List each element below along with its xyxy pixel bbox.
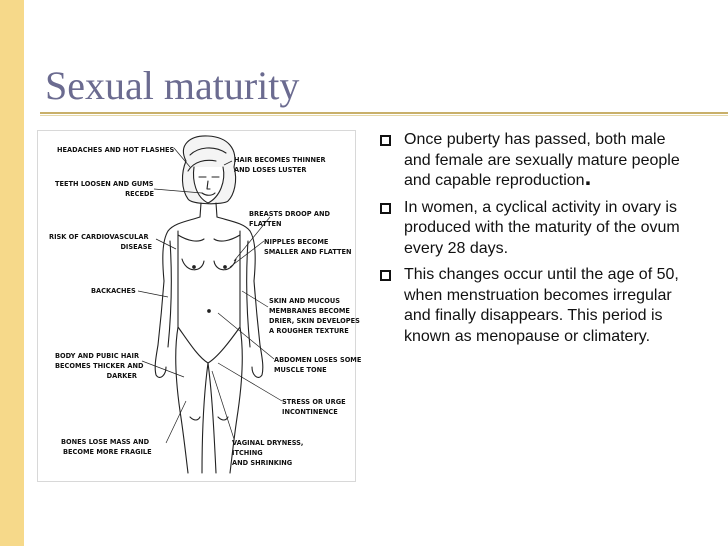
title-rule (40, 112, 728, 114)
label-teeth-1: TEETH LOOSEN AND GUMS (55, 180, 154, 188)
square-bullet-icon (380, 135, 391, 146)
label-cardio-1: RISK OF CARDIOVASCULAR (49, 233, 149, 241)
bullet-text: This changes occur until the age of 50, when menstruation becomes irregular and finally disappears. This period is known as menopause or climatery. (404, 266, 679, 345)
label-vaginal-2: ITCHING (232, 449, 263, 457)
label-headaches: HEADACHES AND HOT FLASHES (57, 146, 175, 154)
label-stress-1: STRESS OR URGE (282, 398, 346, 406)
bullet-item (380, 198, 680, 260)
label-breasts-1: BREASTS DROOP AND (249, 210, 330, 218)
accent-bar (0, 0, 24, 546)
bullet-item (380, 265, 680, 347)
label-skin-3: DRIER, SKIN DEVELOPES (269, 317, 360, 325)
bullet-text: Once puberty has passed, both male and female are sexually mature people and capable reproduction (404, 131, 680, 189)
label-body-hair-3: DARKER (106, 372, 137, 380)
bullet-text: In women, a cyclical activity in ovary is produced with the maturity of the ovum every 28 days. (404, 198, 680, 257)
label-body-hair-2: BECOMES THICKER AND (55, 362, 144, 370)
label-nipples-2: SMALLER AND FLATTEN (264, 248, 352, 256)
menopause-body-illustration (37, 130, 362, 482)
label-skin-2: MEMBRANES BECOME (269, 307, 350, 315)
label-abdomen-1: ABDOMEN LOSES SOME (274, 356, 362, 364)
label-nipples-1: NIPPLES BECOME (264, 238, 329, 246)
label-vaginal-3: AND SHRINKING (232, 459, 293, 467)
label-bones-1: BONES LOSE MASS AND (61, 438, 150, 446)
label-hair-1: HAIR BECOMES THINNER (234, 156, 326, 164)
bullet-item (380, 130, 680, 192)
label-skin-1: SKIN AND MUCOUS (269, 297, 340, 305)
label-cardio-2: DISEASE (120, 243, 152, 251)
label-abdomen-2: MUSCLE TONE (274, 366, 327, 374)
label-hair-2: AND LOSES LUSTER (234, 166, 307, 174)
label-skin-4: A ROUGHER TEXTURE (269, 327, 349, 335)
slide-title: Sexual maturity (45, 63, 300, 108)
title-rule-secondary (40, 115, 728, 116)
bullet-list (380, 130, 680, 353)
label-vaginal-1: VAGINAL DRYNESS, (232, 439, 304, 447)
label-body-hair-1: BODY AND PUBIC HAIR (55, 352, 140, 360)
label-backaches: BACKACHES (91, 287, 136, 295)
bullet-period: . (584, 164, 592, 191)
label-breasts-2: FLATTEN (249, 220, 282, 228)
square-bullet-icon (380, 203, 391, 214)
square-bullet-icon (380, 270, 391, 281)
label-teeth-2: RECEDE (125, 190, 154, 198)
label-bones-2: BECOME MORE FRAGILE (63, 448, 152, 456)
label-stress-2: INCONTINENCE (282, 408, 338, 416)
